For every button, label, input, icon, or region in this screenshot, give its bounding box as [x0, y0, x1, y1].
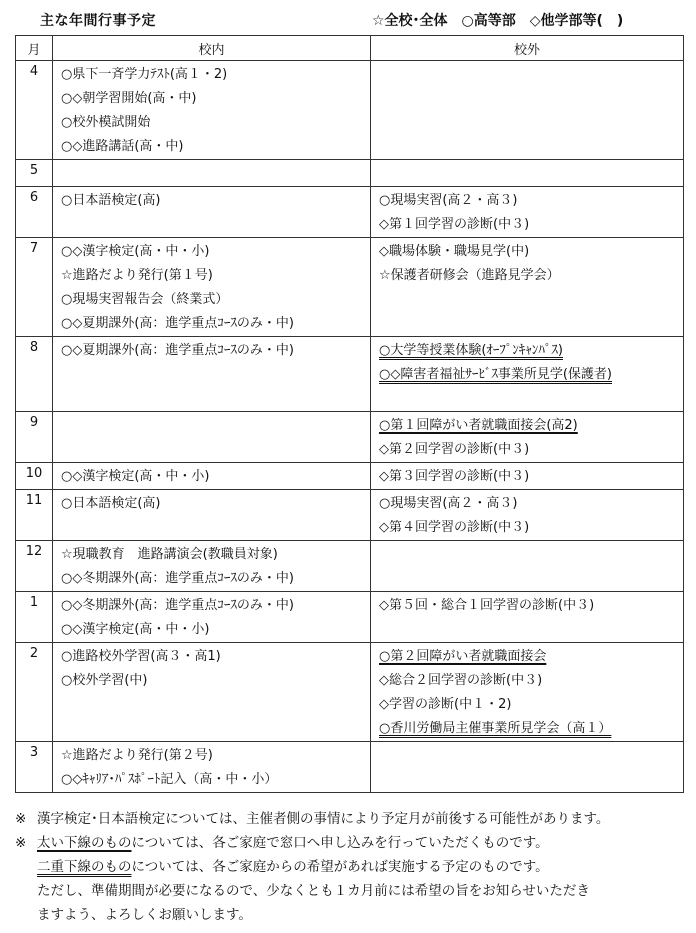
event-item: ○日本語検定(高)	[61, 193, 161, 208]
outside-cell	[371, 541, 684, 592]
event-item: ◇職場体験・職場見学(中)	[379, 244, 530, 259]
column-header-outside: 校外	[371, 36, 684, 61]
event-item: ☆進路だより発行(第２号)	[61, 748, 213, 763]
table-row	[16, 160, 684, 187]
event-item-double-underline: ○◇障害者福祉ｻｰﾋﾞｽ事業所見学(保護者)	[379, 367, 612, 382]
inside-cell	[53, 463, 371, 490]
event-item: ◇第２回学習の診断(中３)	[379, 442, 530, 457]
event-item: ○◇ｷｬﾘｱ･ﾊﾟｽﾎﾟｰﾄ記入（高・中・小）	[61, 772, 278, 787]
event-item-double-underline: ○大学等授業体験(ｵｰﾌﾟﾝｷｬﾝﾊﾟｽ)	[379, 343, 563, 358]
month-cell: 8	[16, 337, 53, 412]
month-cell: 2	[16, 643, 53, 742]
event-item: ☆現職教育 進路講演会(教職員対象)	[61, 547, 278, 562]
annual-schedule-table	[15, 35, 684, 793]
event-item: ◇総合２回学習の診断(中３)	[379, 673, 543, 688]
event-item: ○現場実習(高２・高３)	[379, 193, 518, 208]
table-row	[16, 238, 684, 337]
event-item-thick-underline: ○第１回障がい者就職面接会(高2)	[379, 418, 578, 433]
month-cell: 10	[16, 463, 53, 490]
note-text: ますよう、よろしくお願いします。	[37, 907, 252, 923]
outside-cell	[371, 643, 684, 742]
table-row	[16, 337, 684, 412]
footnote-2-cont	[15, 903, 691, 927]
event-item: ☆進路だより発行(第１号)	[61, 268, 213, 283]
table-row	[16, 592, 684, 643]
note-text: 漢字検定･日本語検定については、主催者側の事情により予定月が前後する可能性があります。	[37, 811, 610, 827]
event-item: ☆保護者研修会（進路見学会）	[379, 268, 560, 283]
event-item: ◇第４回学習の診断(中３)	[379, 520, 530, 535]
month-cell: 6	[16, 187, 53, 238]
inside-cell	[53, 742, 371, 793]
event-item: ○県下一斉学力ﾃｽﾄ(高１・2)	[61, 67, 228, 82]
event-item: ○進路校外学習(高３・高1)	[61, 649, 221, 664]
inside-cell	[53, 61, 371, 160]
event-item: ○日本語検定(高)	[61, 496, 161, 511]
event-item: ○現場実習(高２・高３)	[379, 496, 518, 511]
double-underline-term: 二重下線のもの	[37, 859, 132, 875]
event-item: ◇第１回学習の診断(中３)	[379, 217, 530, 232]
inside-cell	[53, 541, 371, 592]
event-item: ○◇冬期課外(高：進学重点ｺｰｽのみ・中)	[61, 598, 294, 613]
table-row	[16, 742, 684, 793]
inside-cell	[53, 643, 371, 742]
outside-cell	[371, 742, 684, 793]
month-cell: 11	[16, 490, 53, 541]
note-text: については、各ご家庭で窓口へ申し込みを行っていただくものです。	[131, 835, 549, 851]
month-cell: 3	[16, 742, 53, 793]
inside-cell	[53, 592, 371, 643]
event-item: ○◇夏期課外(高：進学重点ｺｰｽのみ・中)	[61, 343, 294, 358]
event-item: ○◇夏期課外(高：進学重点ｺｰｽのみ・中)	[61, 316, 294, 331]
outside-cell	[371, 463, 684, 490]
event-item: ○校外学習(中)	[61, 673, 148, 688]
outside-cell	[371, 61, 684, 160]
month-cell: 9	[16, 412, 53, 463]
event-item: ○◇漢字検定(高・中・小)	[61, 244, 210, 259]
month-cell: 7	[16, 238, 53, 337]
page-header	[0, 0, 696, 34]
table-row	[16, 412, 684, 463]
table-header-row	[16, 36, 684, 61]
month-cell: 12	[16, 541, 53, 592]
event-item: ○◇漢字検定(高・中・小)	[61, 622, 210, 637]
event-item: ◇学習の診断(中１・2)	[379, 697, 512, 712]
footnote-2	[15, 831, 691, 855]
thick-underline-term: 太い下線のもの	[37, 835, 132, 851]
month-cell: 1	[16, 592, 53, 643]
outside-cell	[371, 187, 684, 238]
note-text: ただし、準備期間が必要になるので、少なくとも１カ月前には希望の旨をお知らせいただき	[37, 883, 590, 899]
table-row	[16, 61, 684, 160]
footnote-2-cont	[15, 879, 691, 903]
table-row	[16, 463, 684, 490]
inside-cell	[53, 337, 371, 412]
footnotes	[15, 807, 691, 927]
inside-cell	[53, 187, 371, 238]
footnote-1	[15, 807, 691, 831]
outside-cell	[371, 412, 684, 463]
note-mark: ※	[15, 835, 27, 851]
inside-cell	[53, 412, 371, 463]
event-item: ○校外模試開始	[61, 115, 151, 130]
inside-cell	[53, 238, 371, 337]
outside-cell	[371, 592, 684, 643]
table-row	[16, 187, 684, 238]
outside-cell	[371, 238, 684, 337]
inside-cell	[53, 490, 371, 541]
footnote-2-cont	[15, 855, 691, 879]
page-title: 主な年間行事予定	[40, 13, 156, 29]
outside-cell	[371, 160, 684, 187]
event-item: ◇第３回学習の診断(中３)	[379, 469, 530, 484]
event-item: ◇第５回・総合１回学習の診断(中３)	[379, 598, 595, 613]
event-item-thick-underline: ○第２回障がい者就職面接会	[379, 649, 547, 664]
month-cell: 4	[16, 61, 53, 160]
event-item: ○◇冬期課外(高：進学重点ｺｰｽのみ・中)	[61, 571, 294, 586]
column-header-inside: 校内	[53, 36, 371, 61]
event-item: ○◇進路講話(高・中)	[61, 139, 184, 154]
column-header-month: 月	[16, 36, 53, 61]
table-row	[16, 541, 684, 592]
event-item: ○◇朝学習開始(高・中)	[61, 91, 197, 106]
outside-cell	[371, 490, 684, 541]
note-text: については、各ご家庭からの希望があれば実施する予定のものです。	[131, 859, 549, 875]
table-row	[16, 490, 684, 541]
inside-cell	[53, 160, 371, 187]
note-mark: ※	[15, 811, 27, 827]
outside-cell	[371, 337, 684, 412]
symbol-legend: ☆全校･全体 ○高等部 ◇他学部等( )	[372, 13, 624, 29]
month-cell: 5	[16, 160, 53, 187]
event-item: ○◇漢字検定(高・中・小)	[61, 469, 210, 484]
event-item-double-underline: ○香川労働局主催事業所見学会（高１）	[379, 721, 612, 736]
event-item: ○現場実習報告会（終業式）	[61, 292, 229, 307]
table-row	[16, 643, 684, 742]
